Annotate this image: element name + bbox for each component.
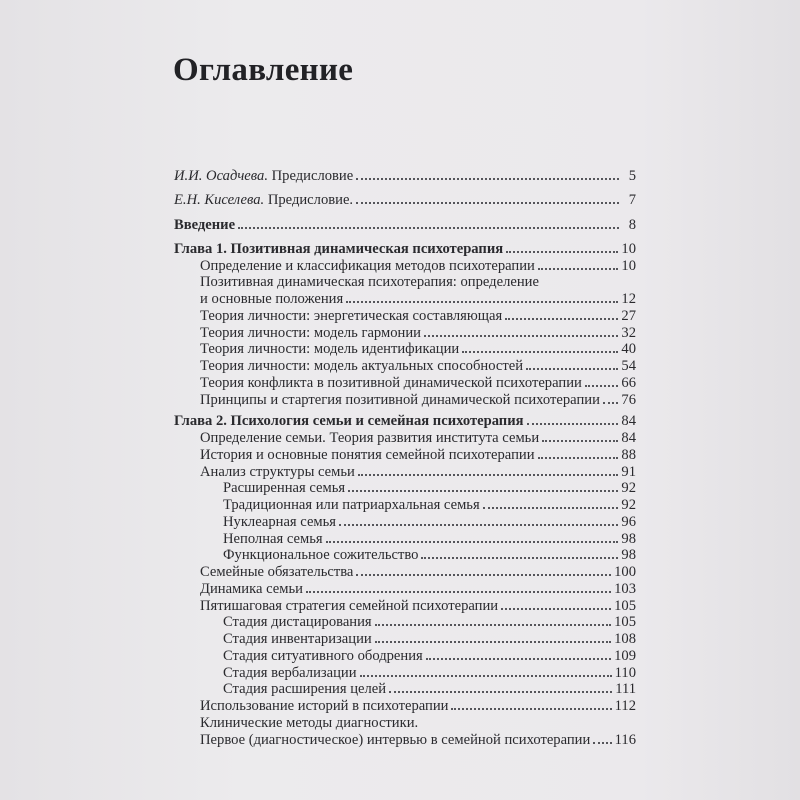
toc-entry-title: Стадия расширения целей [223, 681, 387, 698]
toc-entry [174, 192, 636, 209]
toc-page-number: 54 [621, 358, 636, 374]
toc-entry-text [174, 168, 353, 185]
toc-entry-text [200, 598, 498, 615]
toc-entry [174, 564, 636, 581]
toc-entry-title: Традиционная или патриархальная семья [223, 497, 480, 513]
toc-chapter-entry [174, 241, 636, 258]
toc-entry [174, 392, 636, 409]
toc-entry-title: Динамика семьи [200, 580, 303, 597]
toc-entry [174, 341, 636, 358]
toc-chapter-entry [174, 217, 636, 234]
toc-entry [174, 325, 636, 342]
toc-entry-text [200, 564, 353, 581]
toc-page-number: 12 [621, 291, 636, 307]
toc-entry-title: Неполная семья [223, 530, 323, 547]
toc-entry [174, 715, 636, 732]
toc-entry-title: Теория конфликта в позитивной динамической психотерапии [200, 374, 582, 391]
toc-entry-title: Стадия инвентаризации [223, 631, 372, 647]
toc-entry [174, 464, 636, 481]
toc-entry [174, 291, 636, 308]
toc-entry-text [200, 325, 421, 342]
toc-page-number: 116 [614, 731, 636, 748]
dot-leader [356, 202, 619, 204]
toc-entry-text [223, 531, 323, 548]
toc-entry [174, 648, 636, 665]
toc-entry [174, 631, 636, 648]
toc-entry-title: Глава 2. Психология семьи и семейная психотерапия [174, 413, 524, 430]
toc-page-number: 105 [614, 597, 636, 614]
toc-entry [174, 732, 636, 749]
dot-leader [527, 423, 619, 425]
toc-page-number: 10 [621, 257, 636, 274]
toc-entry-text [223, 614, 372, 631]
toc-page-number: 103 [614, 580, 636, 597]
toc-page-number: 32 [621, 324, 636, 341]
toc-entry-title: Теория личности: модель идентификации [200, 341, 460, 358]
toc-entry-text [200, 464, 355, 481]
page-title: Оглавление [173, 52, 354, 88]
dot-leader [593, 742, 611, 744]
toc-entry-text [200, 392, 600, 409]
dot-leader [424, 335, 618, 337]
dot-leader [483, 507, 619, 509]
toc-entry [174, 274, 636, 291]
dot-leader [375, 641, 611, 643]
toc-entry-text [200, 341, 459, 358]
toc-entry [174, 497, 636, 514]
toc-entry-title: Принципы и стартегия позитивной динамической психотерапии [200, 391, 600, 408]
toc-entry-text [200, 430, 539, 447]
toc-entry-text [200, 258, 535, 275]
dot-leader [339, 524, 618, 526]
toc-entry-title: и основные положения [200, 291, 344, 307]
dot-leader [346, 301, 618, 303]
dot-leader [306, 591, 611, 593]
dot-leader [358, 474, 619, 476]
toc-page-number: 91 [621, 463, 636, 480]
toc-page-number: 98 [621, 530, 636, 547]
dot-leader [603, 402, 619, 404]
toc-entry-title: Клинические методы диагностики. [200, 714, 419, 731]
table-of-contents [174, 168, 636, 748]
toc-entry-title: Теория личности: модель гармонии [200, 324, 421, 341]
dot-leader [426, 658, 611, 660]
dot-leader [356, 178, 619, 180]
toc-entry-text [223, 497, 480, 514]
toc-entry [174, 480, 636, 497]
toc-entry [174, 308, 636, 325]
toc-entry-text [200, 291, 343, 308]
toc-entry-text [223, 665, 357, 682]
toc-page-number: 7 [628, 192, 636, 209]
dot-leader [585, 385, 619, 387]
toc-entry-title: Пятишаговая стратегия семейной психотерапии [200, 597, 499, 614]
toc-entry-title: Определение и классификация методов психотерапии [200, 257, 535, 274]
toc-entry-title: Нуклеарная семья [223, 513, 337, 530]
toc-entry-title: Стадия дистацирования [223, 614, 372, 631]
toc-page-number: 100 [614, 564, 636, 580]
toc-page-number: 84 [621, 430, 636, 446]
dot-leader [451, 708, 611, 710]
toc-page-number: 5 [628, 168, 636, 184]
toc-page-number: 111 [615, 681, 636, 698]
toc-entry-title: Определение семьи. Теория развития института семьи [200, 430, 540, 446]
toc-entry [174, 547, 636, 564]
toc-entry-text [200, 581, 303, 598]
toc-page-number: 110 [614, 664, 636, 681]
toc-entry-title: Теория личности: модель актуальных способностей [200, 358, 524, 374]
toc-entry-text [223, 480, 345, 497]
toc-entry-text [174, 413, 524, 430]
toc-entry-text [174, 217, 235, 234]
toc-entry-text [174, 241, 503, 258]
toc-entry-title: Стадия вербализации [223, 664, 357, 681]
toc-entry-title: Теория личности: энергетическая составляющая [200, 307, 503, 324]
toc-page-number: 10 [621, 240, 636, 257]
toc-entry [174, 698, 636, 715]
toc-entry-text [200, 358, 523, 375]
toc-entry-text [200, 715, 418, 732]
toc-entry [174, 598, 636, 615]
toc-entry [174, 358, 636, 375]
toc-page-number: 88 [621, 446, 636, 463]
toc-entry-author: Е.Н. Киселева. [174, 192, 265, 209]
dot-leader [538, 457, 619, 459]
toc-entry-title: Предисловие [271, 168, 354, 184]
toc-entry-title: Расширенная семья [223, 480, 346, 497]
toc-entry-text [200, 447, 535, 464]
dot-leader [538, 268, 619, 270]
toc-entry-title: История и основные понятия семейной психотерапии [200, 446, 535, 463]
toc-page-number: 92 [621, 480, 636, 497]
toc-page-number: 92 [621, 497, 636, 513]
toc-entry-text [223, 547, 418, 564]
toc-entry-title: Введение [174, 216, 236, 233]
toc-entry [174, 168, 636, 185]
toc-entry-text [223, 681, 386, 698]
toc-page-number: 105 [614, 614, 636, 631]
dot-leader [505, 318, 618, 320]
dot-leader [389, 691, 612, 693]
toc-entry-text [200, 308, 502, 325]
dot-leader [375, 624, 611, 626]
toc-entry-title: Предисловие. [267, 192, 354, 209]
toc-entry [174, 665, 636, 682]
toc-chapter-entry [174, 413, 636, 430]
dot-leader [238, 227, 619, 229]
toc-page-number: 112 [614, 698, 636, 714]
toc-entry-title: Позитивная динамическая психотерапия: определение [200, 274, 539, 291]
toc-entry-author: И.И. Осадчева. [174, 168, 268, 184]
toc-entry [174, 581, 636, 598]
dot-leader [421, 557, 618, 559]
toc-entry-title: Стадия ситуативного ободрения [223, 647, 423, 664]
dot-leader [356, 574, 611, 576]
toc-entry-text [200, 698, 448, 715]
toc-page-number: 96 [621, 513, 636, 530]
toc-entry [174, 614, 636, 631]
dot-leader [526, 368, 618, 370]
dot-leader [506, 251, 618, 253]
dot-leader [542, 440, 618, 442]
toc-page-number: 109 [614, 647, 636, 664]
dot-leader [462, 351, 618, 353]
dot-leader [326, 541, 619, 543]
toc-entry [174, 430, 636, 447]
toc-page-number: 40 [621, 341, 636, 358]
toc-entry-text [223, 631, 372, 648]
toc-entry-title: Семейные обязательства [200, 564, 354, 580]
toc-entry-title: Первое (диагностическое) интервью в семейной психотерапии [200, 731, 591, 748]
toc-page-number: 27 [621, 307, 636, 324]
toc-page-number: 98 [621, 547, 636, 564]
toc-page-number: 66 [621, 374, 636, 391]
toc-entry-title: Анализ структуры семьи [200, 463, 355, 480]
dot-leader [501, 608, 611, 610]
toc-entry [174, 531, 636, 548]
toc-page-number: 84 [621, 413, 636, 430]
toc-entry [174, 681, 636, 698]
toc-entry-text [223, 648, 423, 665]
toc-entry-text [200, 274, 539, 291]
toc-entry-title: Глава 1. Позитивная динамическая психотерапия [174, 240, 504, 257]
toc-page-number: 76 [621, 391, 636, 408]
toc-page-number: 8 [628, 216, 636, 233]
toc-page-number: 108 [614, 631, 636, 647]
toc-entry [174, 447, 636, 464]
toc-entry-text [200, 732, 590, 749]
toc-entry-text [200, 375, 582, 392]
toc-entry-text [174, 192, 353, 209]
dot-leader [360, 675, 612, 677]
toc-entry [174, 258, 636, 275]
dot-leader [348, 490, 618, 492]
toc-entry [174, 514, 636, 531]
toc-entry-title: Функциональное сожительство [223, 547, 419, 564]
toc-entry-title: Использование историй в психотерапии [200, 698, 449, 714]
toc-entry [174, 375, 636, 392]
toc-entry-text [223, 514, 336, 531]
